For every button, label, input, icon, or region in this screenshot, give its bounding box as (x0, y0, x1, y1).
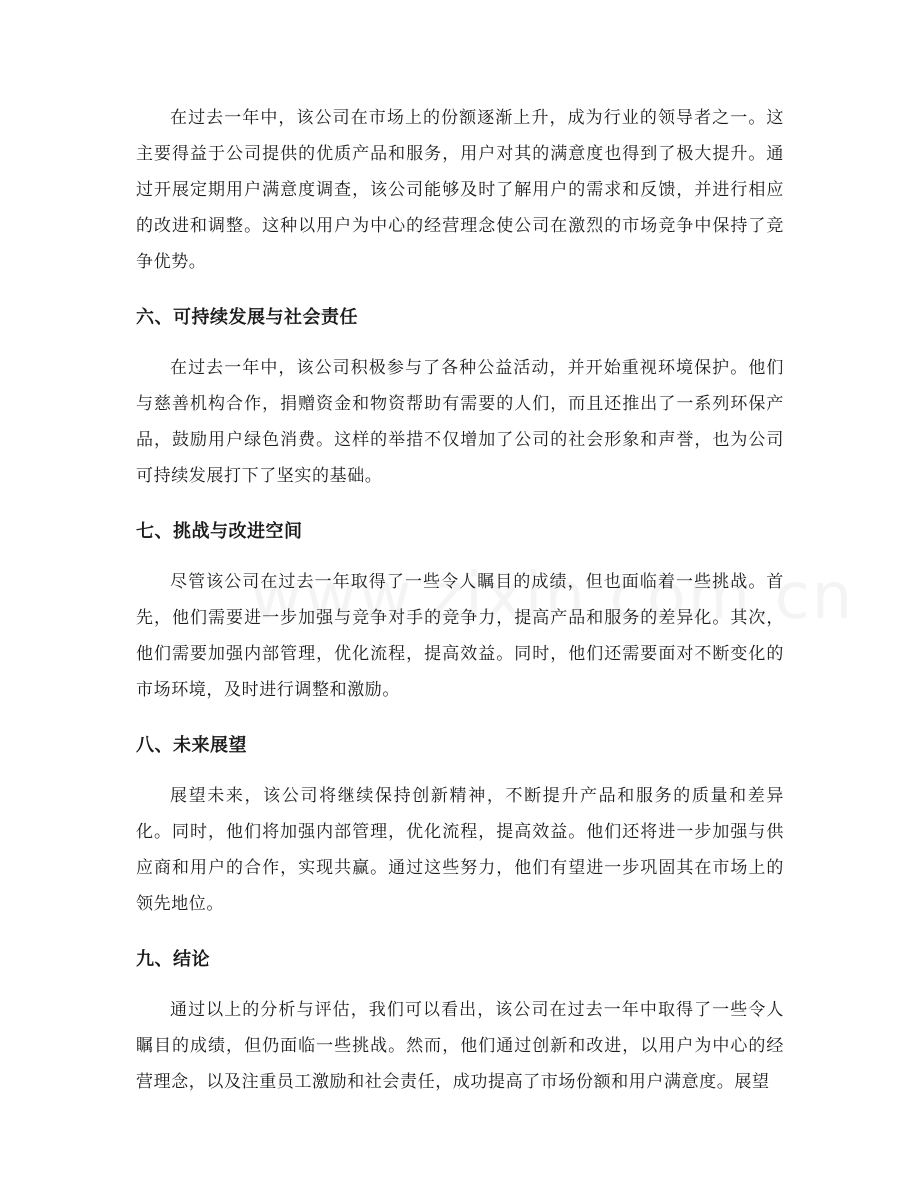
heading-sustainability: 六、可持续发展与社会责任 (136, 307, 358, 328)
document-page (136, 100, 784, 1100)
paragraph-challenges: 尽管该公司在过去一年取得了一些令人瞩目的成绩，但也面临着一些挑战。首先，他们需要进一步加强与竞争对手的竞争力，提高产品和服务的差异化。其次，他们需要加强内部管理，优化流程，提高效益。同时，他们还需要面对不断变化的市场环境，及时进行调整和激励。 (136, 572, 784, 700)
heading-challenges: 七、挑战与改进空间 (136, 521, 303, 542)
paragraph-sustainability: 在过去一年中，该公司积极参与了各种公益活动，并开始重视环境保护。他们与慈善机构合作，捐赠资金和物资帮助有需要的人们，而且还推出了一系列环保产品，鼓励用户绿色消费。这样的举措不仅增加了公司的社会形象和声誉，也为公司可持续发展打下了坚实的基础。 (136, 358, 784, 486)
heading-outlook: 八、未来展望 (136, 735, 247, 756)
heading-conclusion: 九、结论 (136, 949, 210, 970)
paragraph-market-share: 在过去一年中，该公司在市场上的份额逐渐上升，成为行业的领导者之一。这主要得益于公司提供的优质产品和服务，用户对其的满意度也得到了极大提升。通过开展定期用户满意度调查，该公司能够及时了解用户的需求和反馈，并进行相应的改进和调整。这种以用户为中心的经营理念使公司在激烈的市场竞争中保持了竞争优势。 (136, 108, 784, 272)
paragraph-outlook: 展望未来，该公司将继续保持创新精神，不断提升产品和服务的质量和差异化。同时，他们将加强内部管理，优化流程，提高效益。他们还将进一步加强与供应商和用户的合作，实现共赢。通过这些努力，他们有望进一步巩固其在市场上的领先地位。 (136, 786, 784, 914)
paragraph-conclusion: 通过以上的分析与评估，我们可以看出，该公司在过去一年中取得了一些令人瞩目的成绩，但仍面临一些挑战。然而，他们通过创新和改进，以用户为中心的经营理念，以及注重员工激励和社会责任，成功提高了市场份额和用户满意度。展望 (136, 1000, 784, 1092)
